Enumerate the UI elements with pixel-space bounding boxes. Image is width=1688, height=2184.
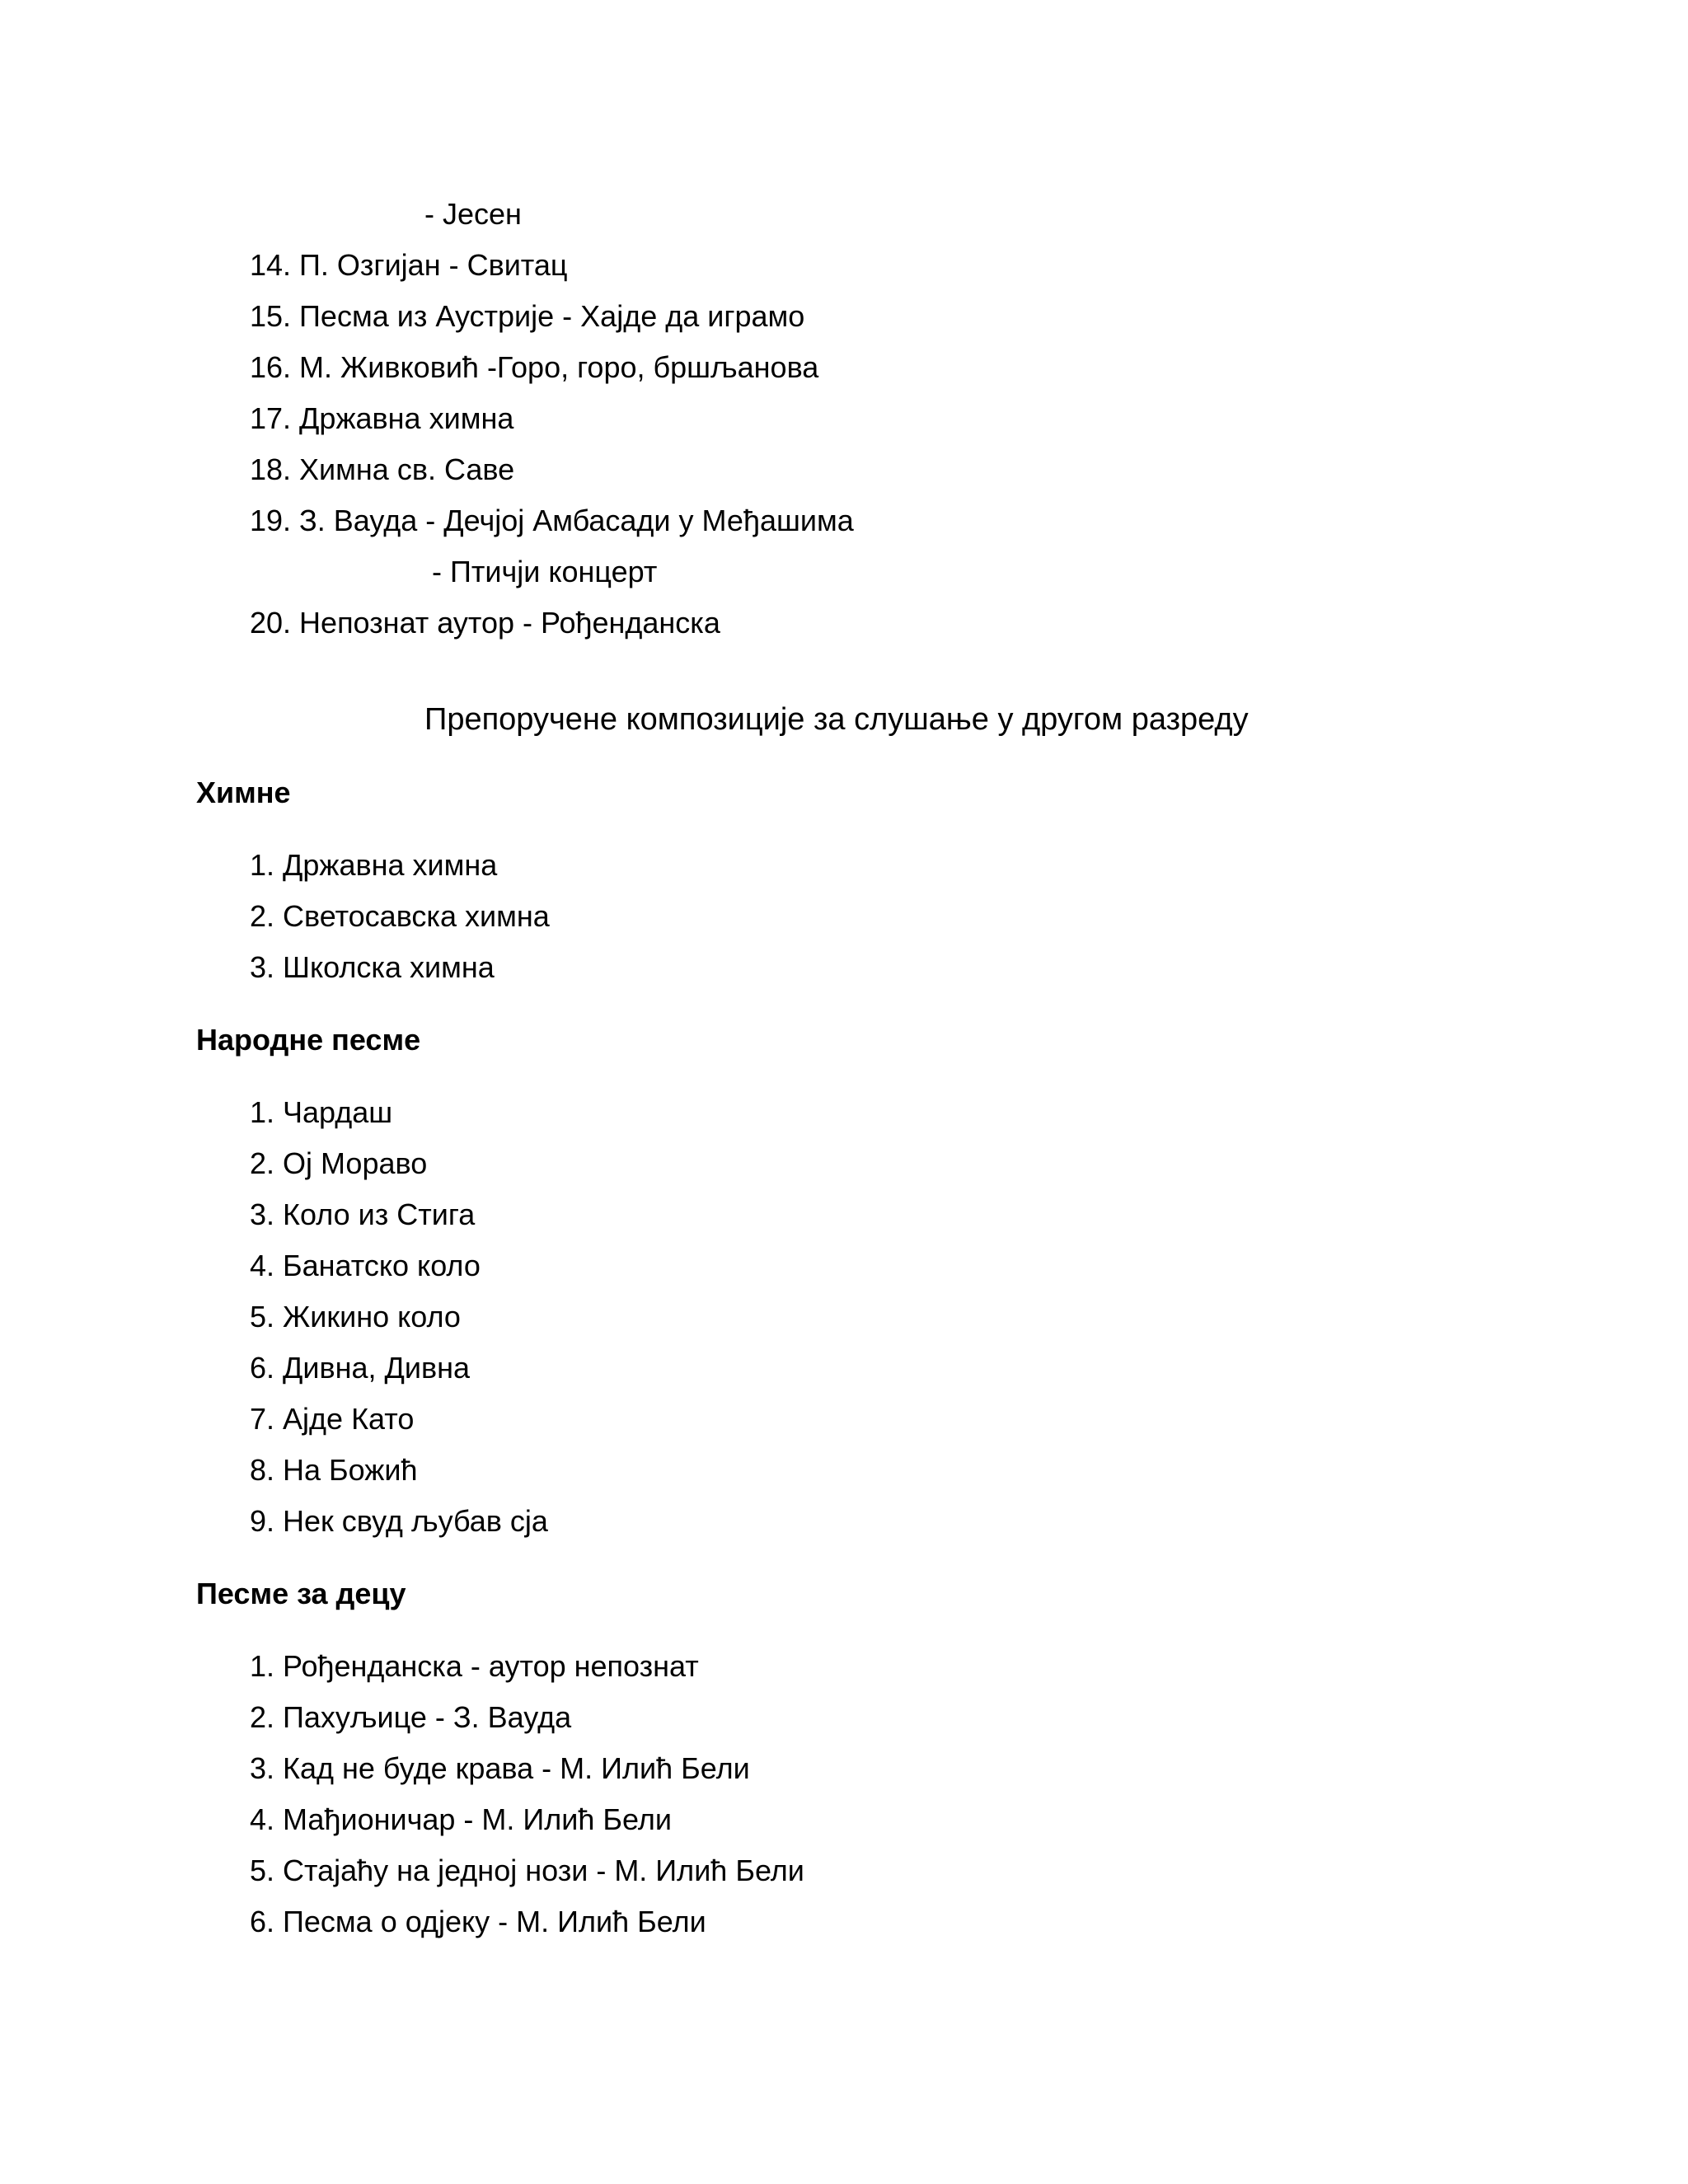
- list-item-18: 18. Химна св. Саве: [250, 452, 515, 486]
- list-item-14: 14. П. Озгијан - Свитац: [250, 248, 568, 282]
- section-title: Препоручене композиције за слушање у другом разреду: [424, 702, 1249, 737]
- folk-item-7: 7. Ајде Като: [250, 1402, 415, 1436]
- list-item-16: 16. М. Живковић -Горо, горо, бршљанова: [250, 350, 819, 384]
- folk-item-6: 6. Дивна, Дивна: [250, 1351, 471, 1385]
- anthem-item-2: 2. Светосавска химна: [250, 899, 550, 933]
- children-item-6: 6. Песма о одјеку - М. Илић Бели: [250, 1905, 706, 1938]
- heading-folk-songs: Народне песме: [196, 1023, 421, 1057]
- folk-item-9: 9. Нек свуд љубав сја: [250, 1504, 548, 1538]
- list-subitem-jesen: - Јесен: [424, 197, 522, 231]
- children-item-2: 2. Пахуљице - З. Вауда: [250, 1700, 572, 1734]
- anthem-item-3: 3. Школска химна: [250, 950, 495, 984]
- folk-item-1: 1. Чардаш: [250, 1095, 393, 1129]
- list-item-17: 17. Државна химна: [250, 401, 514, 435]
- children-item-5: 5. Стајаћу на једној нози - М. Илић Бели: [250, 1854, 804, 1887]
- children-item-4: 4. Мађионичар - М. Илић Бели: [250, 1802, 672, 1836]
- folk-item-5: 5. Жикино коло: [250, 1300, 461, 1333]
- list-subitem-ptichji-koncert: - Птичји концерт: [432, 555, 658, 588]
- list-item-19: 19. З. Вауда - Дечјој Амбасади у Међашима: [250, 504, 854, 537]
- children-item-1: 1. Рођенданска - аутор непознат: [250, 1649, 699, 1683]
- list-item-20: 20. Непознат аутор - Рођенданска: [250, 606, 720, 640]
- heading-anthems: Химне: [196, 776, 291, 809]
- list-item-15: 15. Песма из Аустрије - Хајде да играмо: [250, 299, 805, 333]
- folk-item-8: 8. На Божић: [250, 1453, 418, 1487]
- folk-item-4: 4. Банатско коло: [250, 1249, 481, 1282]
- folk-item-2: 2. Ој Мораво: [250, 1146, 428, 1180]
- heading-children-songs: Песме за децу: [196, 1577, 406, 1610]
- children-item-3: 3. Кад не буде крава - М. Илић Бели: [250, 1751, 750, 1785]
- anthem-item-1: 1. Државна химна: [250, 848, 498, 882]
- folk-item-3: 3. Коло из Стига: [250, 1197, 476, 1231]
